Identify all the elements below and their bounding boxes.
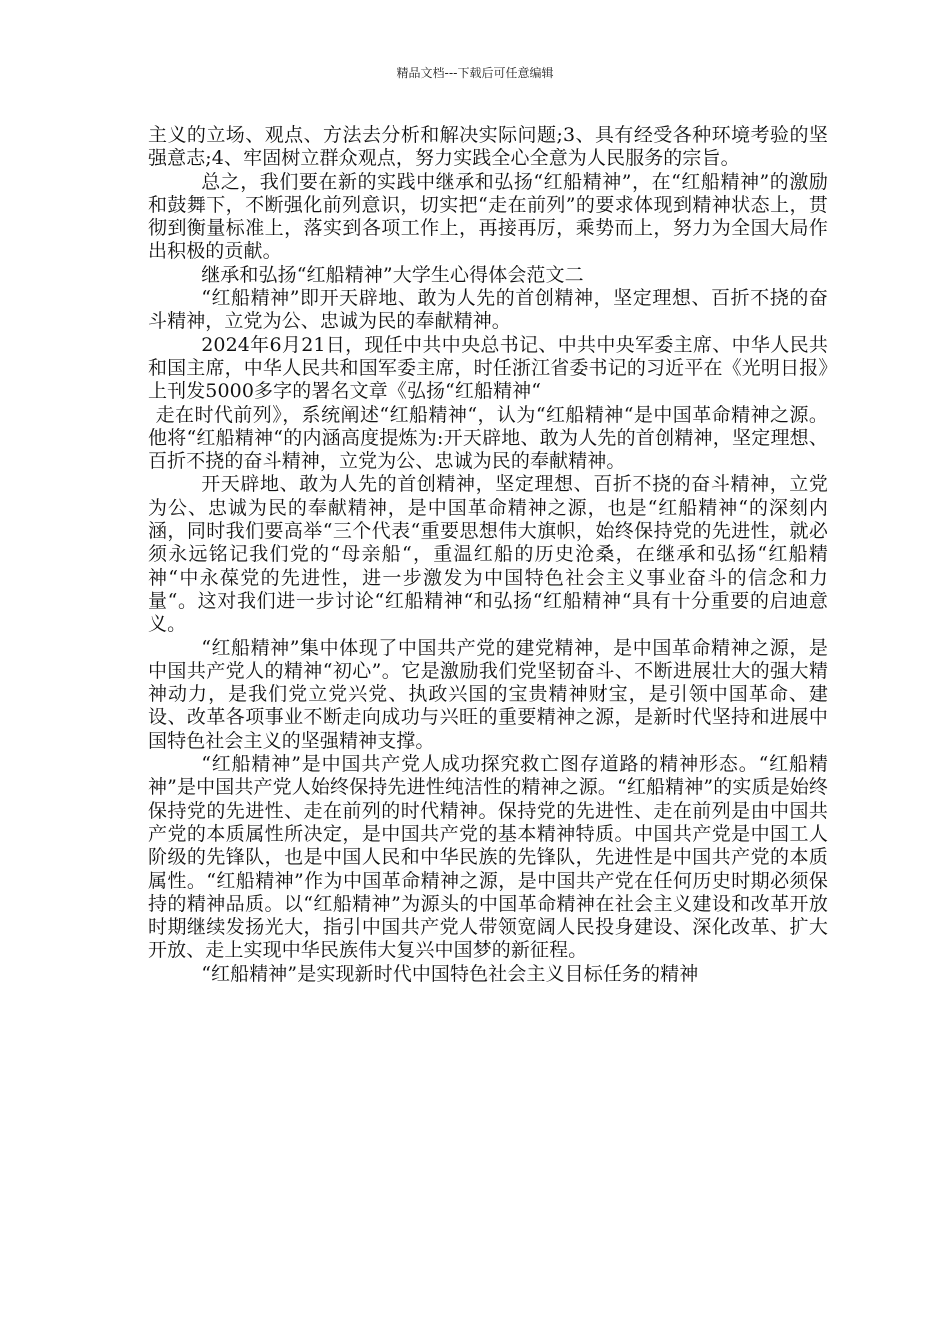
paragraph-form: “红船精神”是中国共产党人成功探究救亡图存道路的精神形态。“红船精神”是中国共产党人始终保持先进性纯洁性的精神之源。“红船精神”的实质是始终保持党的先进性、走在前列的时代精神。保持党的先进性、走在前列是由中国共产党的本质属性所决定，是中国共产党的基本精神特质。中国共产党是中国工人阶级的先锋队，也是中国人民和中华民族的先锋队，先进性是中国共产党的本质属性。“红船精神”作为中国革命精神之源，是中国共产党在任何历史时期必须保持的精神品质。以“红船精神”为源头的中国革命精神在社会主义建设和改革开放时期继续发扬光大，指引中国共产党人带领宽阔人民投身建设、深化改革、扩大开放、走上实现中华民族伟大复兴中国梦的新征程。 (148, 753, 828, 962)
paragraph-conclusion: 总之，我们要在新的实践中继承和弘扬“红船精神”，在“红船精神”的激励和鼓舞下，不断强化前列意识，切实把“走在前列”的要求体现到精神状态上，贯彻到衡量标准上，落实到各项工作上，再接再厉，乘势而上，努力为全国大局作出积极的贡献。 (148, 170, 828, 263)
section-heading: 继承和弘扬“红船精神”大学生心得体会范文二 (201, 263, 584, 286)
paragraph-date: 2024年6月21日，现任中共中央总书记、中共中央军委主席、中华人民共和国主席，中华人民共和国军委主席，时任浙江省委书记的习近平在《光明日报》上刊发5000多字的署名文章《弘扬“红船精神“ (148, 333, 828, 403)
paragraph-continuation: 主义的立场、观点、方法去分析和解决实际问题;3、具有经受各种环境考验的坚强意志;4、牢固树立群众观点，努力实践全心全意为人民服务的宗旨。 (148, 124, 828, 170)
document-body (148, 124, 828, 986)
paragraph-article: 走在时代前列》，系统阐述“红船精神“，认为“红船精神“是中国革命精神之源。他将“红船精神“的内涵高度提炼为:开天辟地、敢为人先的首创精神，坚定理想、百折不挠的奋斗精神，立党为公、忠诚为民的奉献精神。 (148, 403, 828, 473)
paragraph-embodiment: “红船精神”集中体现了中国共产党的建党精神，是中国革命精神之源，是中国共产党人的精神“初心”。它是激励我们党坚韧奋斗、不断进展壮大的强大精神动力，是我们党立党兴党、执政兴国的宝贵精神财宝，是引领中国革命、建设、改革各项事业不断走向成功与兴旺的重要精神之源，是新时代坚持和进展中国特色社会主义的坚强精神支撑。 (148, 636, 828, 752)
paragraph-connotation: 开天辟地、敢为人先的首创精神，坚定理想、百折不挠的奋斗精神，立党为公、忠诚为民的奉献精神，是中国革命精神之源，也是“红船精神“的深刻内涵，同时我们要高举“三个代表“重要思想伟大旗帜，始终保持党的先进性，就必须永远铭记我们党的“母亲船“，重温红船的历史沧桑，在继承和弘扬“红船精神“中永葆党的先进性，进一步激发为中国特色社会主义事业奋斗的信念和力量“。这对我们进一步讨论“红船精神“和弘扬“红船精神“具有十分重要的启迪意义。 (148, 473, 828, 636)
paragraph-new-era: “红船精神”是实现新时代中国特色社会主义目标任务的精神 (201, 962, 699, 985)
paragraph-definition: “红船精神”即开天辟地、敢为人先的首创精神，坚定理想、百折不挠的奋斗精神，立党为公、忠诚为民的奉献精神。 (148, 287, 828, 333)
page-header: 精品文档---下载后可任意编辑 (396, 66, 554, 80)
